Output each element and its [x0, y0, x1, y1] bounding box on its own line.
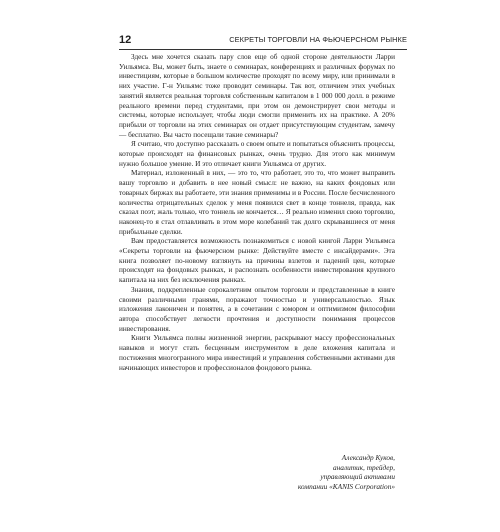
running-title: СЕКРЕТЫ ТОРГОВЛИ НА ФЬЮЧЕРСНОМ РЫНКЕ — [229, 35, 407, 44]
page-header — [119, 33, 407, 49]
signature-block — [119, 453, 395, 492]
paragraph: Вам предоставляется возможность познакомиться с новой книгой Ларри Уильямса «Секреты торговли на фьючерсном рынке: Действуйте вместе с инсайдерами». Эта книга позволяет по-новому взглянуть на причины взлетов и падений цен, которые происходят на фондовых рынках, и распознать особенности инвестирования крупного капитала на них без исключения рынках. — [119, 237, 395, 285]
header-rule — [119, 49, 407, 50]
signature-role: аналитик, трейдер, — [332, 462, 395, 472]
paragraph: Знания, подкрепленные сорокалетним опытом торговли и представленные в книге своими различными гранями, поражают точностью и универсальностью. Язык изложения лаконичен и понятен, а в сочетании с юмором и оптимизмом философии автора способствует легкости прочтения и доступности понимания процессов инвестирования. — [119, 285, 395, 333]
paragraph: Я считаю, что доступно рассказать о своем опыте и попытаться объяснить процессы, которые происходят на финансовых рынках, очень трудно. Для этого как минимум нужно большое умение. И это отличает книги Уильямса от других. — [119, 140, 395, 168]
body-text — [119, 53, 395, 373]
paragraph: Материал, изложенный в них, — это то, что работает, это то, что может выправить вашу торговлю и добавить в нее новый смысл: не важно, на каких фондовых или товарных биржах вы работаете, эти знания применимы и в России. После бесчисленного количества отрицательных сделок у меня появился свет в конце тоннеля, правда, как сказал поэт, жаль только, что тоннель не кончается… Я реально изменил свою торговлю, наконец-то я стал отлавливать в этом море колебаний так долго скрывавшиеся от меня прибыльные сделки. — [119, 169, 395, 236]
signature-name: Александр Куков, — [341, 453, 395, 462]
signature-role: управляющий активами — [320, 472, 395, 482]
page-number: 12 — [119, 34, 132, 46]
paragraph: Книги Уильямса полны жизненной энергии, раскрывают массу профессиональных навыков и могут стать бесценным инструментом в деле вложения капитала и постижения многогранного мира инвестиций и управления собственными активами для начинающих инвесторов и профессионалов фондового рынка. — [119, 334, 395, 372]
paragraph: Здесь мне хочется сказать пару слов еще об одной стороне деятельности Ларри Уильямса. Вы, может быть, знаете о семинарах, конференциях и различных форумах по инвестициям, которые в большом количестве проходят по всему миру, или принимали в них участие. Г-н Уильямс тоже проводит семинары. Так вот, отличием этих учебных занятий является реальная торговля собственным капиталом в 1 000 000 долл. в режиме реального времени перед студентами, при этом он демонстрирует свои методы и системы, которые использует, чтобы люди смогли применить их на практике. А 20% прибыли от торговли на этих семинарах он отдает присутствующим студентам, замечу — бесплатно. Вы часто посещали такие семинары? — [119, 53, 395, 139]
signature-company: компании «KANIS Corporation» — [297, 482, 395, 492]
